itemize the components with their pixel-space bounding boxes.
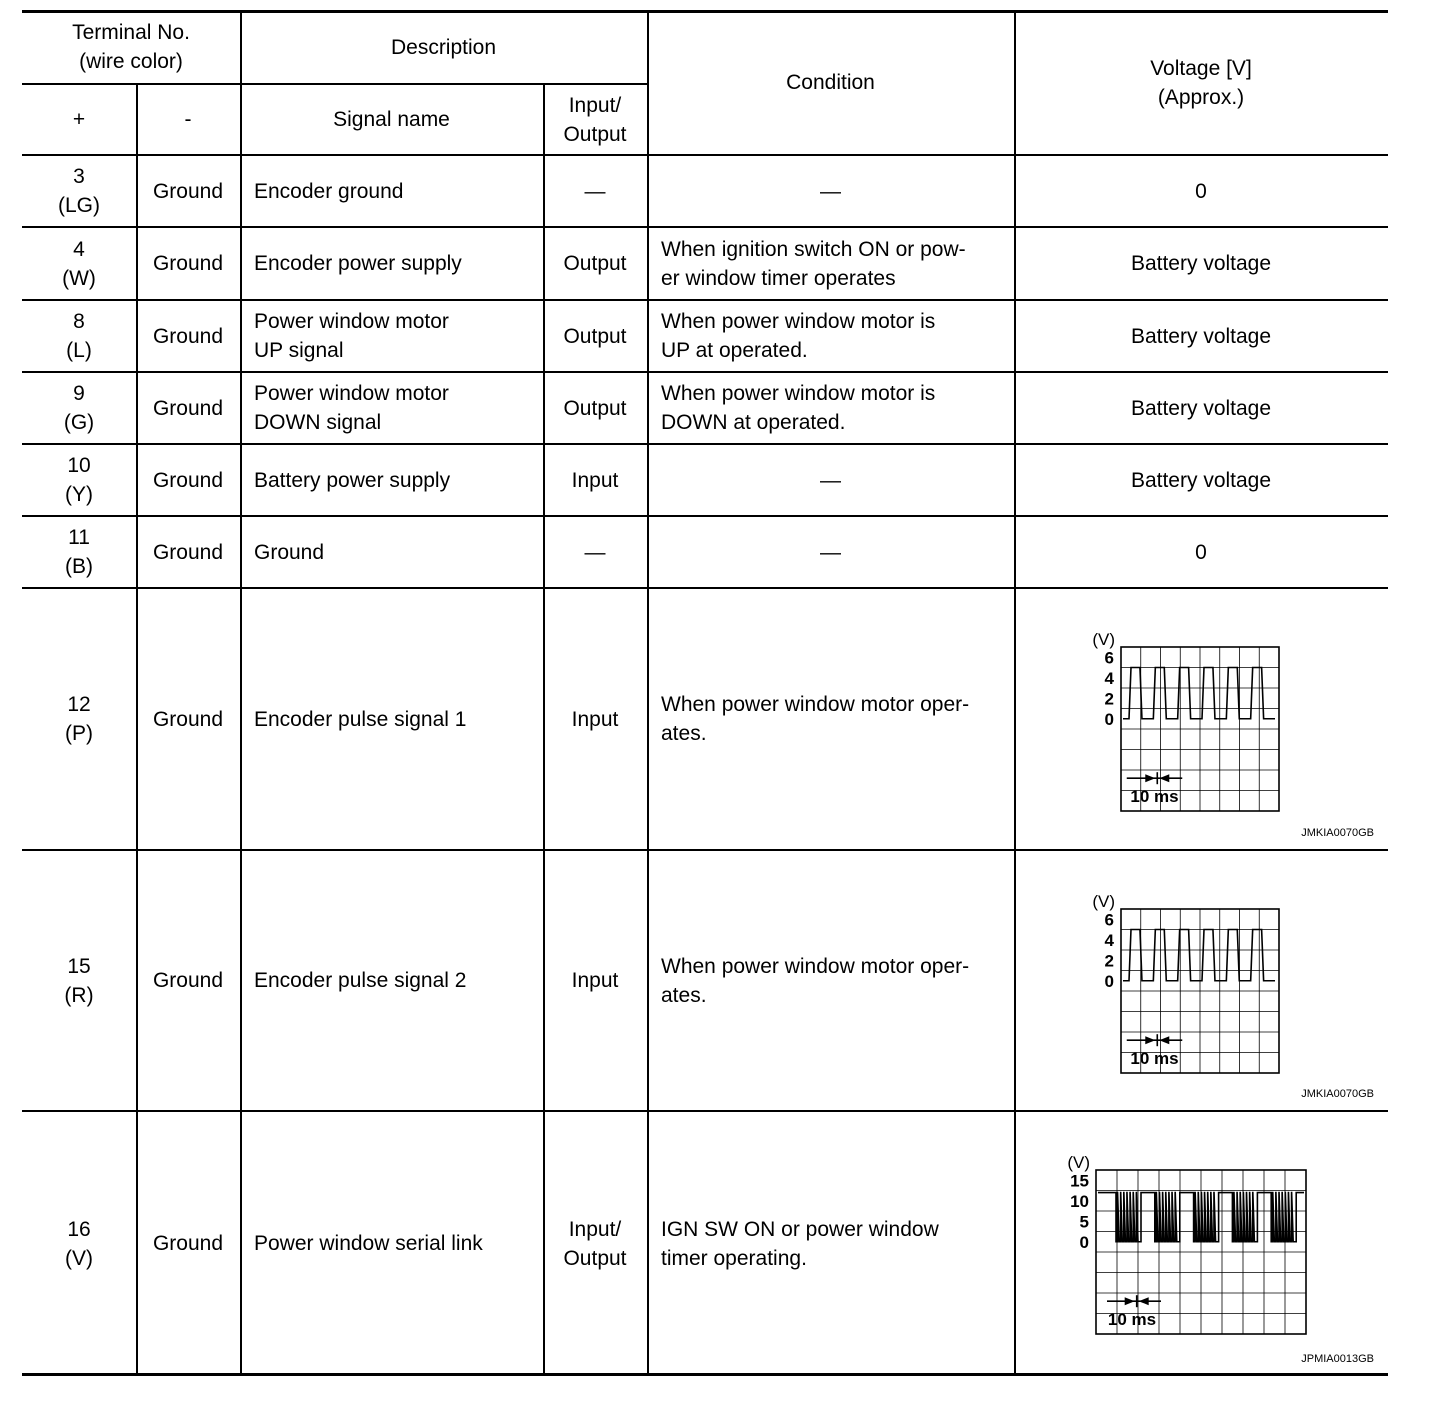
terminal-cell-line: (R) bbox=[64, 983, 94, 1007]
header-voltage bbox=[1014, 10, 1388, 155]
ground-cell bbox=[136, 155, 240, 227]
condition-cell-line: UP at operated. bbox=[661, 339, 808, 362]
io-cell bbox=[543, 588, 647, 850]
voltage-cell bbox=[1014, 227, 1388, 300]
signal-name-cell bbox=[240, 300, 543, 372]
condition-cell-line: When power window motor is bbox=[661, 382, 936, 405]
condition-cell-line: When ignition switch ON or pow- bbox=[661, 237, 966, 261]
condition-cell-line: When power window motor oper- bbox=[661, 693, 970, 716]
waveform-chart bbox=[1014, 588, 1388, 850]
terminal-cell-line: 10 bbox=[67, 454, 91, 477]
terminal-cell-line: (B) bbox=[65, 555, 93, 578]
time-scale-label: 10 ms bbox=[1130, 1049, 1179, 1069]
ground-cell-line: Ground bbox=[152, 1232, 224, 1255]
io-cell bbox=[543, 372, 647, 444]
signal-name-cell-line: Power window serial link bbox=[254, 1232, 483, 1255]
voltage-cell bbox=[1014, 516, 1388, 588]
header-description-line: Description bbox=[390, 35, 497, 59]
time-arrow-head bbox=[1145, 774, 1155, 782]
signal-name-cell bbox=[240, 155, 543, 227]
condition-cell bbox=[647, 1111, 1014, 1376]
terminal-cell-line: (W) bbox=[62, 266, 96, 290]
signal-name-cell-line: Power window motor bbox=[254, 382, 449, 405]
terminal-cell-line: 15 bbox=[67, 954, 91, 978]
io-cell-line: — bbox=[584, 540, 606, 564]
header-terminal-no bbox=[22, 10, 240, 84]
signal-name-cell-line: Encoder power supply bbox=[254, 252, 462, 275]
signal-name-cell-line: Ground bbox=[254, 540, 325, 564]
header-condition bbox=[647, 10, 1014, 155]
terminal-cell-line: 3 bbox=[73, 165, 85, 188]
io-cell-line: — bbox=[584, 179, 606, 203]
signal-name-cell bbox=[240, 516, 543, 588]
condition-cell-line: er window timer operates bbox=[661, 266, 896, 290]
io-cell bbox=[543, 850, 647, 1111]
io-cell-line: Input bbox=[571, 707, 619, 731]
ground-cell-line: Ground bbox=[152, 324, 224, 348]
condition-cell bbox=[647, 516, 1014, 588]
io-cell bbox=[543, 444, 647, 516]
terminal-cell-line: 16 bbox=[67, 1217, 91, 1241]
signal-name-cell bbox=[240, 444, 543, 516]
io-cell bbox=[543, 516, 647, 588]
signal-name-cell bbox=[240, 588, 543, 850]
signal-name-cell-line: UP signal bbox=[254, 339, 344, 362]
unit-label: (V) bbox=[1092, 630, 1115, 649]
header-plus-line: + bbox=[72, 108, 86, 131]
voltage-cell bbox=[1014, 300, 1388, 372]
signal-name-cell-line: Encoder pulse signal 1 bbox=[254, 707, 467, 731]
figure-code: JMKIA0070GB bbox=[1301, 1088, 1374, 1100]
io-cell-line: Output bbox=[563, 252, 627, 275]
header-signal-name bbox=[240, 84, 543, 155]
terminal-cell bbox=[22, 227, 136, 300]
signal-name-cell-line: Encoder pulse signal 2 bbox=[254, 969, 467, 992]
terminal-cell-line: 8 bbox=[73, 310, 85, 333]
unit-label: (V) bbox=[1092, 892, 1115, 911]
terminal-cell-line: (G) bbox=[63, 411, 95, 434]
condition-cell-line: When power window motor oper- bbox=[661, 954, 970, 978]
terminal-cell bbox=[22, 850, 136, 1111]
voltage-cell bbox=[1014, 372, 1388, 444]
header-minus bbox=[136, 84, 240, 155]
y-tick-label: 2 bbox=[1104, 951, 1114, 971]
signal-name-cell-line: Battery power supply bbox=[254, 468, 451, 492]
condition-cell-line: — bbox=[820, 468, 841, 492]
y-tick-label: 5 bbox=[1079, 1212, 1089, 1232]
voltage-cell-line: Battery voltage bbox=[1130, 324, 1272, 348]
header-input-output-line: Output bbox=[563, 122, 627, 146]
header-input-output bbox=[543, 84, 647, 155]
header-plus bbox=[22, 84, 136, 155]
signal-trace bbox=[1123, 930, 1275, 981]
condition-cell-line: timer operating. bbox=[661, 1246, 807, 1270]
terminal-cell bbox=[22, 372, 136, 444]
terminal-cell-line: (Y) bbox=[65, 483, 93, 506]
header-voltage-line: (Approx.) bbox=[1157, 85, 1245, 109]
ground-cell-line: Ground bbox=[152, 179, 224, 203]
io-cell bbox=[543, 300, 647, 372]
y-tick-label: 2 bbox=[1104, 689, 1114, 709]
header-signal-name-line: Signal name bbox=[333, 108, 450, 131]
y-tick-label: 15 bbox=[1070, 1171, 1089, 1191]
time-arrow-head bbox=[1125, 1297, 1135, 1305]
unit-label: (V) bbox=[1067, 1153, 1090, 1172]
header-terminal-no-line: (wire color) bbox=[79, 50, 183, 73]
header-voltage-line: Voltage [V] bbox=[1150, 56, 1252, 80]
header-divider bbox=[22, 83, 647, 85]
ground-cell-line: Ground bbox=[152, 540, 224, 564]
ground-cell bbox=[136, 227, 240, 300]
voltage-cell bbox=[1014, 444, 1388, 516]
condition-cell bbox=[647, 155, 1014, 227]
io-cell-line: Output bbox=[563, 1246, 627, 1270]
figure-code: JPMIA0013GB bbox=[1301, 1353, 1374, 1365]
voltage-cell bbox=[1014, 155, 1388, 227]
time-arrow-head bbox=[1139, 1297, 1149, 1305]
header-terminal-no-line: Terminal No. bbox=[72, 21, 190, 44]
voltage-cell-line: Battery voltage bbox=[1130, 396, 1272, 420]
header-input-output-line: Input/ bbox=[568, 93, 622, 117]
condition-cell bbox=[647, 227, 1014, 300]
io-cell bbox=[543, 227, 647, 300]
y-tick-label: 6 bbox=[1104, 910, 1114, 930]
header-minus-line: - bbox=[184, 108, 192, 131]
io-cell-line: Output bbox=[563, 396, 627, 420]
condition-cell-line: ates. bbox=[661, 983, 707, 1007]
signal-name-cell bbox=[240, 227, 543, 300]
ground-cell bbox=[136, 850, 240, 1111]
ground-cell-line: Ground bbox=[152, 707, 224, 731]
ground-cell bbox=[136, 516, 240, 588]
terminal-cell bbox=[22, 1111, 136, 1376]
terminal-cell-line: (L) bbox=[66, 339, 92, 362]
condition-cell-line: IGN SW ON or power window bbox=[661, 1217, 939, 1241]
voltage-cell-line: Battery voltage bbox=[1130, 252, 1272, 275]
terminal-cell bbox=[22, 155, 136, 227]
ground-cell-line: Ground bbox=[152, 396, 224, 420]
ground-cell bbox=[136, 444, 240, 516]
y-tick-label: 6 bbox=[1104, 648, 1114, 668]
signal-name-cell bbox=[240, 1111, 543, 1376]
condition-cell-line: ates. bbox=[661, 722, 707, 745]
condition-cell-line: When power window motor is bbox=[661, 310, 936, 333]
y-tick-label: 4 bbox=[1104, 930, 1114, 950]
terminal-cell bbox=[22, 444, 136, 516]
y-tick-label: 4 bbox=[1104, 668, 1114, 688]
condition-cell bbox=[647, 300, 1014, 372]
signal-trace bbox=[1098, 1193, 1304, 1242]
condition-cell bbox=[647, 588, 1014, 850]
condition-cell bbox=[647, 850, 1014, 1111]
condition-cell bbox=[647, 372, 1014, 444]
top-border bbox=[22, 10, 1388, 13]
io-cell-line: Input/ bbox=[568, 1217, 622, 1241]
terminal-cell-line: 4 bbox=[73, 237, 85, 261]
y-tick-label: 10 bbox=[1070, 1191, 1089, 1211]
condition-cell bbox=[647, 444, 1014, 516]
header-description bbox=[240, 10, 647, 84]
condition-cell-line: DOWN at operated. bbox=[661, 411, 846, 434]
ground-cell-line: Ground bbox=[152, 969, 224, 992]
io-cell-line: Input bbox=[571, 468, 619, 492]
condition-cell-line: — bbox=[820, 540, 841, 564]
io-cell bbox=[543, 155, 647, 227]
io-cell bbox=[543, 1111, 647, 1376]
voltage-cell-line: 0 bbox=[1195, 540, 1207, 564]
ground-cell bbox=[136, 1111, 240, 1376]
terminal-cell-line: 9 bbox=[73, 382, 85, 405]
waveform-chart bbox=[1014, 1111, 1388, 1376]
time-scale-label: 10 ms bbox=[1130, 787, 1179, 807]
terminal-cell-line: 12 bbox=[67, 693, 91, 716]
terminal-cell bbox=[22, 588, 136, 850]
signal-name-cell bbox=[240, 372, 543, 444]
terminal-cell bbox=[22, 300, 136, 372]
ground-cell-line: Ground bbox=[152, 468, 224, 492]
voltage-cell-line: 0 bbox=[1195, 179, 1207, 203]
condition-cell-line: — bbox=[820, 179, 841, 203]
io-cell-line: Input bbox=[571, 969, 619, 992]
terminal-cell-line: 11 bbox=[68, 526, 90, 549]
time-arrow-head bbox=[1145, 1036, 1155, 1044]
signal-trace bbox=[1123, 668, 1275, 719]
terminal-cell-line: (V) bbox=[65, 1246, 93, 1270]
waveform-chart bbox=[1014, 850, 1388, 1111]
voltage-cell-line: Battery voltage bbox=[1130, 468, 1272, 492]
terminal-cell-line: (LG) bbox=[58, 194, 100, 217]
ground-cell bbox=[136, 372, 240, 444]
y-tick-label: 0 bbox=[1104, 709, 1114, 729]
ground-cell bbox=[136, 588, 240, 850]
terminal-cell bbox=[22, 516, 136, 588]
signal-name-cell-line: Power window motor bbox=[254, 310, 449, 333]
time-scale-label: 10 ms bbox=[1107, 1310, 1157, 1330]
y-tick-label: 0 bbox=[1104, 971, 1114, 991]
y-tick-label: 0 bbox=[1079, 1232, 1089, 1252]
figure-code: JMKIA0070GB bbox=[1301, 827, 1374, 839]
signal-name-cell-line: Encoder ground bbox=[254, 179, 404, 203]
signal-name-cell-line: DOWN signal bbox=[254, 411, 382, 434]
terminal-cell-line: (P) bbox=[65, 722, 93, 745]
io-cell-line: Output bbox=[563, 324, 627, 348]
signal-name-cell bbox=[240, 850, 543, 1111]
ground-cell bbox=[136, 300, 240, 372]
header-condition-line: Condition bbox=[786, 71, 875, 94]
ground-cell-line: Ground bbox=[152, 252, 224, 275]
terminal-table bbox=[22, 10, 1388, 1376]
